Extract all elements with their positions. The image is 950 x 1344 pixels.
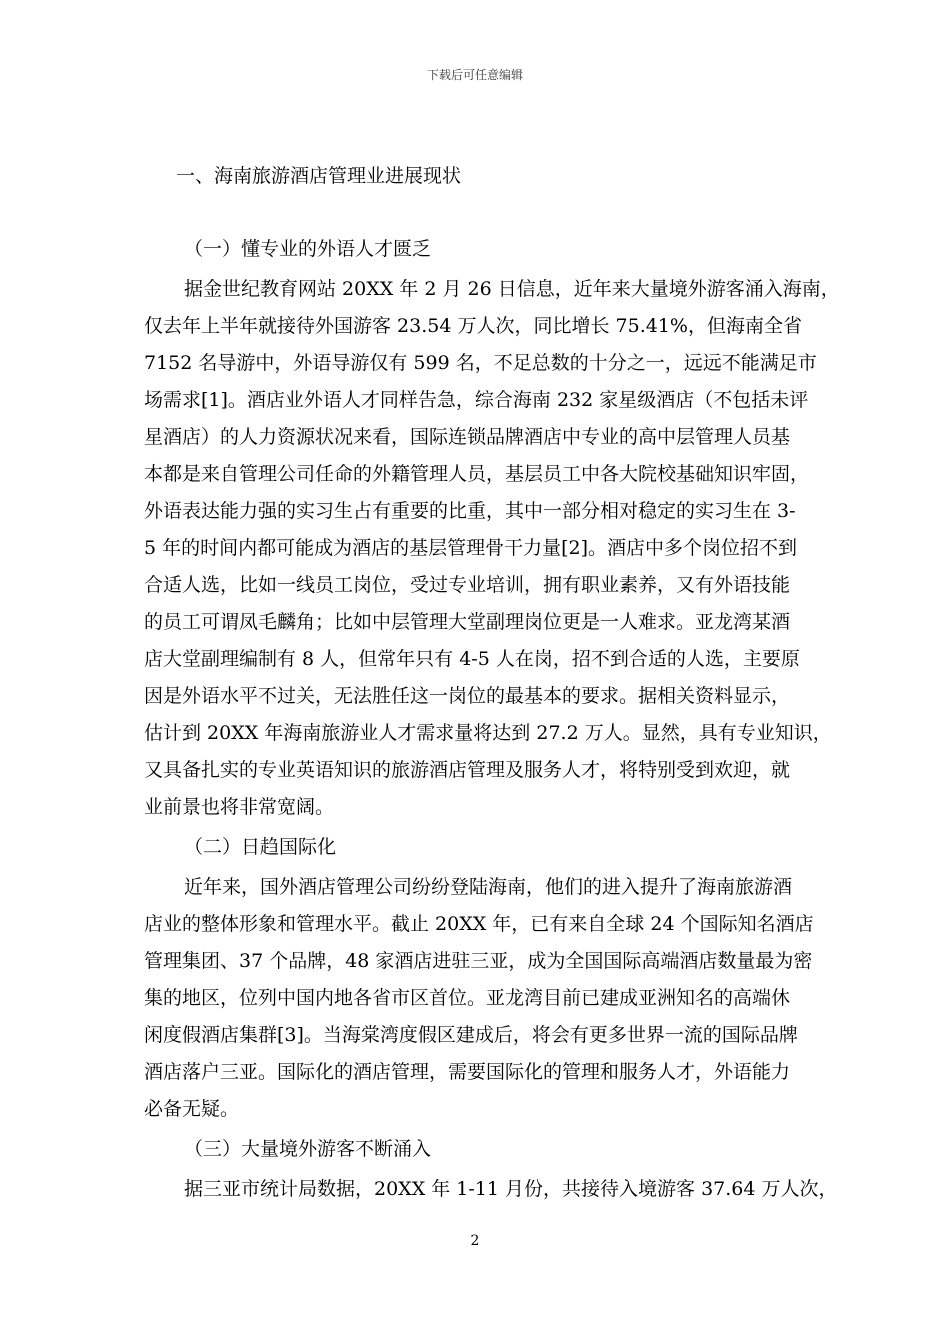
subsection-heading: （一）懂专业的外语人才匮乏 xyxy=(184,238,432,260)
body-line: 闲度假酒店集群[3]。当海棠湾度假区建成后，将会有更多世界一流的国际品牌 xyxy=(144,1024,798,1046)
body-line: 店业的整体形象和管理水平。截止 20XX 年，已有来自全球 24 个国际知名酒店 xyxy=(144,913,814,935)
body-line: 酒店落户三亚。国际化的酒店管理，需要国际化的管理和服务人才，外语能力 xyxy=(144,1061,791,1083)
body-line: 据三亚市统计局数据，20XX 年 1-11 月份，共接待入境游客 37.64 万人次， xyxy=(184,1178,838,1200)
body-line: 合适人选，比如一线员工岗位，受过专业培训，拥有职业素养，又有外语技能 xyxy=(144,574,791,596)
page-header: 下载后可任意编辑 xyxy=(426,68,523,82)
body-line: 星酒店）的人力资源状况来看，国际连锁品牌酒店中专业的高中层管理人员基 xyxy=(144,426,791,448)
body-line: 管理集团、37 个品牌，48 家酒店进驻三亚，成为全国国际高端酒店数量最为密 xyxy=(144,950,813,972)
body-line: 据金世纪教育网站 20XX 年 2 月 26 日信息，近年来大量境外游客涌入海南， xyxy=(184,278,840,300)
body-line: 外语表达能力强的实习生占有重要的比重，其中一部分相对稳定的实习生在 3- xyxy=(144,500,796,522)
subsection-heading: （三）大量境外游客不断涌入 xyxy=(184,1138,432,1160)
body-line: 必备无疑。 xyxy=(144,1098,240,1120)
body-line: 估计到 20XX 年海南旅游业人才需求量将达到 27.2 万人。显然，具有专业知识， xyxy=(144,722,832,744)
body-line: 7152 名导游中，外语导游仅有 599 名，不足总数的十分之一，远远不能满足市 xyxy=(144,352,817,374)
body-line: 仅去年上半年就接待外国游客 23.54 万人次，同比增长 75.41%，但海南全省 xyxy=(144,315,802,337)
body-line: 近年来，国外酒店管理公司纷纷登陆海南，他们的进入提升了海南旅游酒 xyxy=(184,876,793,898)
body-line: 5 年的时间内都可能成为酒店的基层管理骨干力量[2]。酒店中多个岗位招不到 xyxy=(144,537,798,559)
body-line: 店大堂副理编制有 8 人，但常年只有 4-5 人在岗，招不到合适的人选，主要原 xyxy=(144,648,800,670)
body-line: 场需求[1]。酒店业外语人才同样告急，综合海南 232 家星级酒店（不包括未评 xyxy=(144,389,809,411)
page-number: 2 xyxy=(470,1233,480,1249)
body-line: 本都是来自管理公司任命的外籍管理人员，基层员工中各大院校基础知识牢固， xyxy=(144,463,810,485)
body-line: 的员工可谓凤毛麟角；比如中层管理大堂副理岗位更是一人难求。亚龙湾某酒 xyxy=(144,611,791,633)
body-line: 业前景也将非常宽阔。 xyxy=(144,796,335,818)
body-line: 又具备扎实的专业英语知识的旅游酒店管理及服务人才，将特别受到欢迎，就 xyxy=(144,759,791,781)
body-line: 因是外语水平不过关，无法胜任这一岗位的最基本的要求。据相关资料显示， xyxy=(144,685,791,707)
section-title: 一、海南旅游酒店管理业进展现状 xyxy=(176,165,462,187)
subsection-heading: （二）日趋国际化 xyxy=(184,836,337,858)
body-line: 集的地区，位列中国内地各省市区首位。亚龙湾目前已建成亚洲知名的高端休 xyxy=(144,987,791,1009)
